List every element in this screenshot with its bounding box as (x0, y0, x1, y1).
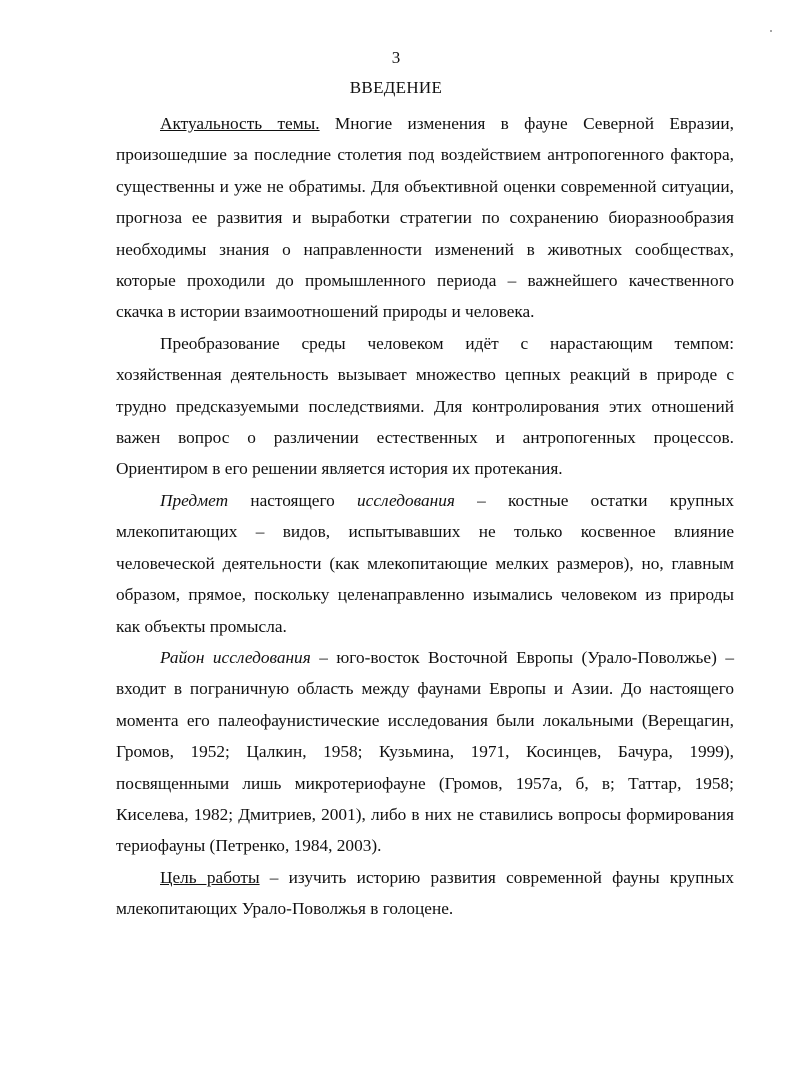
section-heading: ВВЕДЕНИЕ (349, 78, 443, 97)
research-label: исследования (357, 490, 455, 510)
goal-text: – изучить историю развития современной фауны крупных млекопитающих Урало-Поволжья в голоцене. (116, 867, 735, 919)
subject-mid: настоящего (228, 490, 358, 510)
region-text: – юго-восток Восточной Европы (Урало-Поволжье) – входит в пограничную область между фаунами Европы и Азии. До настоящего момента его палеофаунистические исследования были локальными (Верещагин, Громов, 1952; Цалкин, 1958; Кузьмина, 1971, Косинцев, Бачура, 1999), посвященными лишь микротериофауне (Громов, 1957а, б, в; Таттар, 1958; Киселева, 1982; Дмитриев, 2001), либо в них не ставились вопросы формирования териофауны (Петренко, 1984, 2003). (116, 647, 734, 856)
paragraph-goal (116, 862, 734, 925)
subject-label: Предмет (160, 490, 229, 510)
paragraph-transformation (116, 328, 734, 485)
relevance-label: Актуальность темы. (160, 114, 320, 133)
relevance-text: Многие изменения в фауне Северной Евразии, произошедшие за последние столетия под воздействием антропогенного фактора, существенны и уже не обратимы. Для объективной оценки современной ситуации, прогноза ее развития и выработки стратегии по сохранению биоразнообразия необходимы знания о направленности изменений в животных сообществах, которые проходили до промышленного периода – важнейшего качественного скачка в истории взаимоотношений природы и человека. (116, 114, 734, 322)
region-label: Район исследования (160, 647, 311, 667)
goal-label: Цель работы (160, 867, 260, 887)
paragraph-subject (116, 485, 734, 642)
paragraph-relevance (116, 108, 734, 328)
scan-speck (770, 30, 772, 32)
subject-text: – костные остатки крупных млекопитающих – видов, испытывавших не только косвенное влияние человеческой деятельности (как млекопитающие мелких размеров), но, главным образом, прямое, поскольку целенаправленно изымались человеком из природы как объекты промысла. (116, 490, 734, 636)
page-number: 3 (391, 48, 401, 67)
body-text (116, 108, 734, 925)
transformation-text: Преобразование среды человеком идёт с нарастающим темпом: хозяйственная деятельность вызывает множество цепных реакций в природе с трудно предсказуемыми последствиями. Для контролирования этих отношений важен вопрос о различении естественных и антропогенных процессов. Ориентиром в его решении является история их протекания. (116, 333, 734, 479)
paragraph-region (116, 642, 734, 862)
